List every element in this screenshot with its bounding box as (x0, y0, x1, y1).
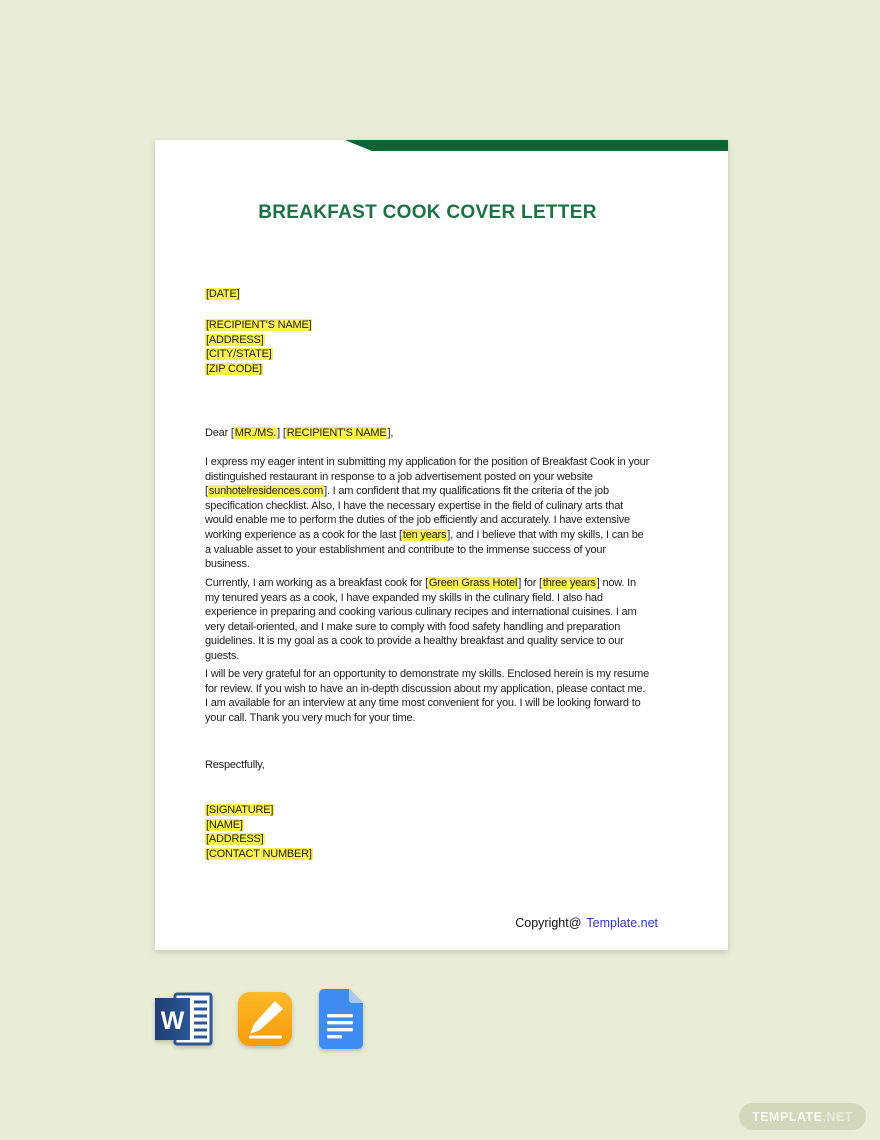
accent-ribbon (345, 140, 728, 151)
text-segment: I will be very grateful for an opportunity to demonstrate my skills. Enclosed herein is my resume for review. If you wish to have an in-depth discussion about my application, please contact me. I am available for an interview at any time most convenient for you. I will be looking forward to your call. Thank you very much for your time. (205, 668, 650, 724)
recipient-line (205, 362, 650, 377)
signature-line (205, 818, 650, 833)
paragraph-closing-request (205, 667, 650, 725)
highlighted-placeholder: MR./MS. (234, 427, 277, 439)
highlighted-placeholder: [ADDRESS] (206, 833, 264, 846)
highlighted-placeholder: [CONTACT NUMBER] (206, 847, 312, 860)
text-segment: Currently, I am working as a breakfast cook for [ (205, 577, 428, 589)
letter-title: BREAKFAST COOK COVER LETTER (258, 202, 597, 223)
highlighted-placeholder: ten years (402, 528, 447, 541)
highlighted-placeholder: [RECIPIENT'S NAME] (206, 319, 312, 331)
text-segment: Dear [ (205, 427, 234, 439)
text-segment: ], and I believe that with my skills, I can be a valuable asset to your establishment and contribute to the immense success of your business. (205, 528, 644, 571)
salutation (205, 426, 650, 441)
recipient-block (205, 318, 650, 376)
paragraph-intro (205, 455, 650, 572)
signature-block (205, 803, 650, 861)
apple-pages-icon[interactable] (238, 992, 292, 1046)
template-net-watermark-badge (739, 1103, 866, 1130)
folded-corner (349, 989, 363, 1003)
template-net-link[interactable]: Template.net (586, 916, 658, 930)
microsoft-word-icon[interactable] (152, 991, 214, 1047)
highlighted-placeholder: [CITY/STATE] (206, 348, 272, 361)
highlighted-placeholder: [ADDRESS] (206, 333, 264, 346)
letter-document (155, 140, 728, 950)
text-segment: ] now. In my tenured years as a cook, I have expanded my skills in the culinary field. I also had experience in preparing and cooking various culinary recipes and international cuisines. I am very detail-oriented, and I make sure to comply with food safety handling and preparation guidelines. It is my goal as a cook to provide a healthy breakfast and quality service to our guests. (205, 577, 637, 662)
text-segment: ]. I am confident that my qualifications fit the criteria of the job specification checklist. Also, I have the necessary expertise in the field of culinary arts that would enable me to perform the duties of the job efficiently and accurately. I have extensive working experience as a cook for the last [ (205, 485, 630, 541)
copyright-label: Copyright@ (515, 916, 582, 930)
watermark-brand: TEMPLATE (752, 1109, 823, 1124)
word-letter: W (160, 1007, 185, 1035)
highlighted-placeholder: RECIPIENT'S NAME (286, 427, 387, 439)
paragraph-experience (205, 576, 650, 664)
highlighted-placeholder: Green Grass Hotel (428, 577, 518, 589)
file-format-icons-row (152, 988, 364, 1050)
date-block (205, 287, 650, 302)
signature-line (205, 847, 650, 862)
highlighted-placeholder: [ZIP CODE] (206, 362, 262, 375)
recipient-line (205, 318, 650, 333)
copyright-line (205, 916, 658, 930)
closing-salutation: Respectfully, (205, 759, 265, 771)
highlighted-placeholder: [NAME] (206, 818, 243, 831)
signature-line (205, 803, 650, 818)
watermark-suffix: .NET (822, 1109, 853, 1124)
text-segment: ] for [ (518, 577, 542, 589)
recipient-line (205, 333, 650, 348)
text-segment: I express my eager intent in submitting my application for the position of Breakfast Cook in your distinguished restaurant in response to a job advertisement posted on your website [ (205, 456, 650, 498)
highlighted-placeholder: [SIGNATURE] (206, 804, 274, 816)
google-docs-icon[interactable] (316, 988, 364, 1050)
text-segment: ], (387, 427, 394, 439)
signature-line (205, 832, 650, 847)
highlighted-placeholder: three years (542, 577, 596, 589)
recipient-line (205, 347, 650, 362)
highlighted-placeholder: [DATE] (206, 288, 240, 300)
highlighted-placeholder: sunhotelresidences.com (208, 485, 324, 498)
text-segment: ] [ (277, 427, 286, 439)
